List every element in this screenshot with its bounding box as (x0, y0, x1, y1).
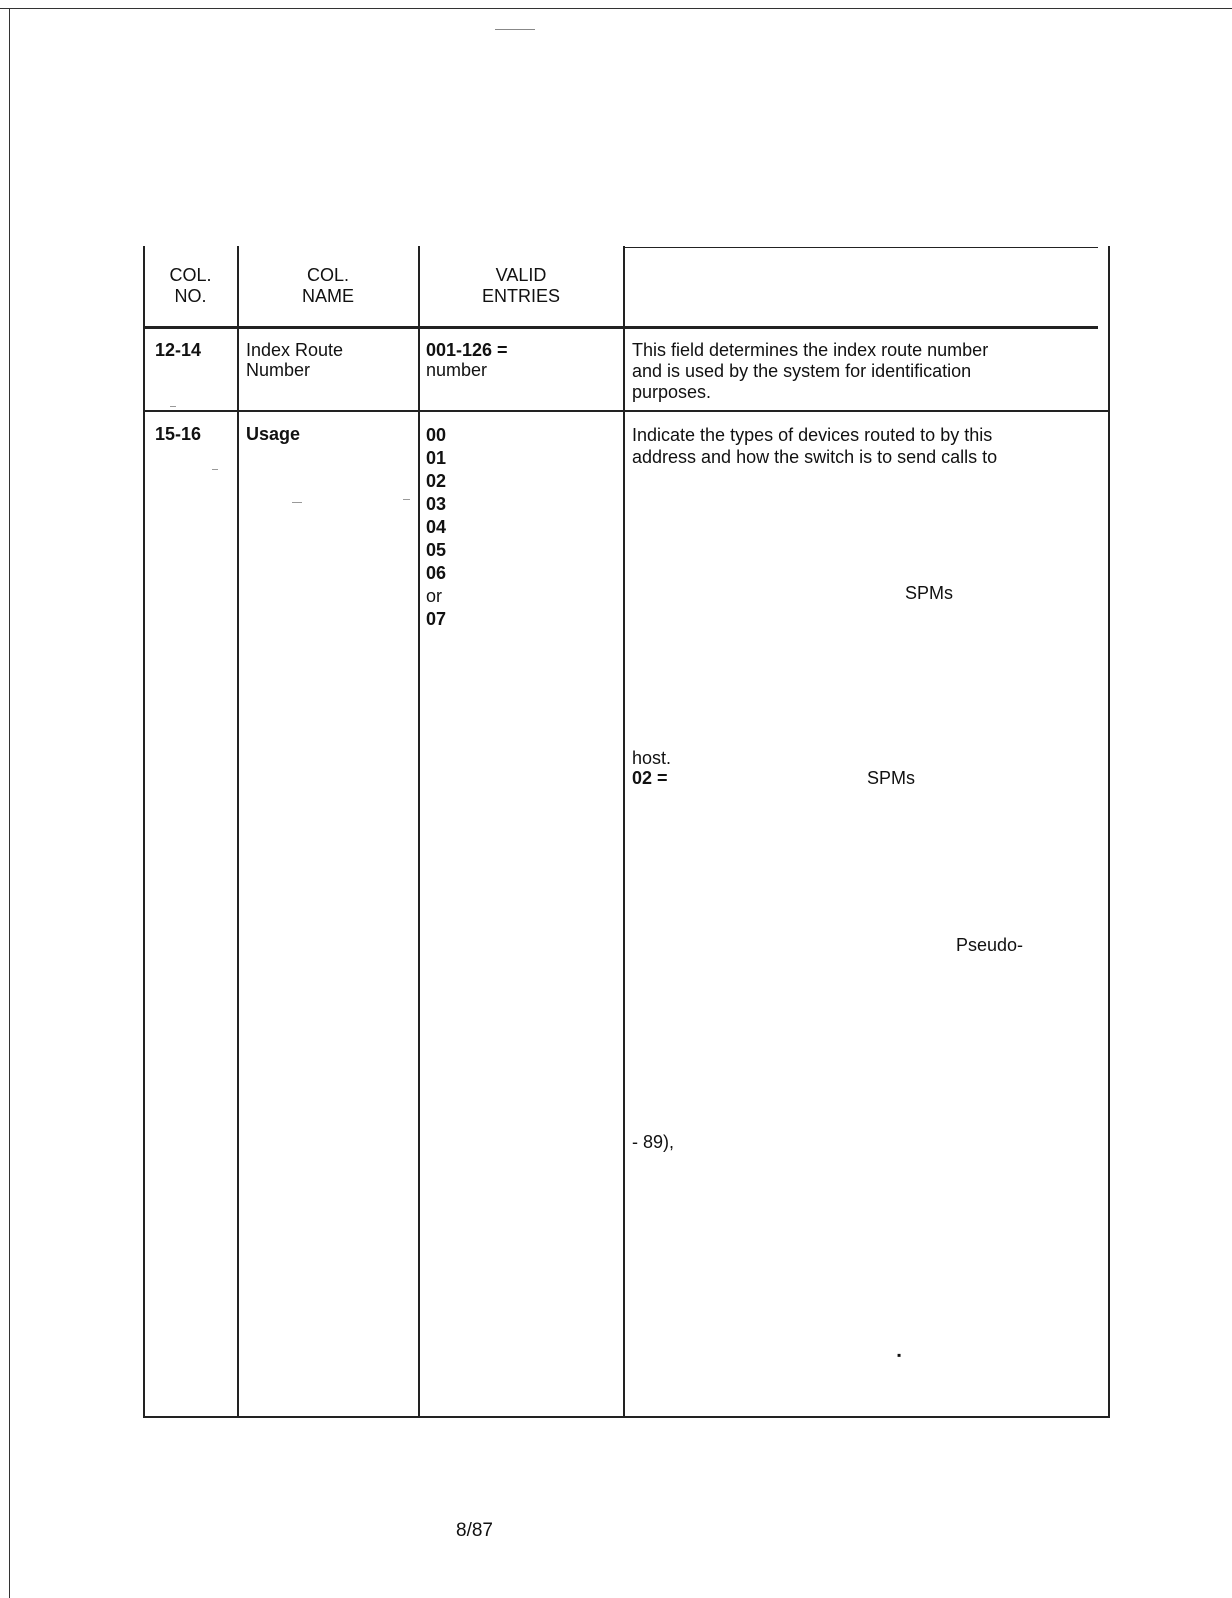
row1-description (632, 340, 988, 403)
usage-code-03: 03 (426, 494, 447, 514)
page-number: 8/87 (456, 1520, 493, 1541)
scan-speck (212, 469, 218, 470)
header-valid-entries (419, 265, 623, 307)
row2-description-line1: Indicate the types of devices routed to by this (632, 425, 993, 445)
header-top-rule (623, 247, 1098, 248)
row2-col-no: 15-16 (155, 424, 202, 444)
scan-speck (170, 406, 176, 407)
row1-col-name-line2: Number (246, 360, 311, 380)
usage-code-00: 00 (426, 425, 447, 445)
row1-col-no: 12-14 (155, 340, 202, 360)
page-left-rule (9, 8, 10, 1598)
row1-description-line2: and is used by the system for identification (632, 361, 972, 381)
row1-valid-entries-range: 001-126 = (426, 340, 508, 360)
col-divider-1 (237, 246, 239, 1418)
fragment-spms-2: SPMs (867, 768, 916, 788)
header-col-no (144, 265, 237, 307)
row1-description-line3: purposes. (632, 382, 712, 402)
row1-valid-entries-unit: number (426, 360, 488, 380)
row2-col-name: Usage (246, 424, 301, 444)
header-bottom-rule (143, 326, 1098, 329)
usage-code-06: 06 (426, 563, 447, 583)
row2-description (632, 424, 997, 468)
header-valid-entries-line1: VALID (495, 265, 547, 285)
row1-col-name (246, 340, 343, 380)
fragment-pseudo: Pseudo- (956, 935, 1024, 955)
usage-code-01: 01 (426, 448, 447, 468)
header-col-name-line2: NAME (301, 286, 354, 306)
usage-code-02: 02 (426, 471, 447, 491)
scan-mark (495, 29, 535, 30)
header-col-no-line1: COL. (169, 265, 212, 285)
row1-valid-entries (426, 340, 508, 380)
row2-valid-entries (426, 424, 446, 631)
page-top-rule (0, 8, 1232, 9)
row1-description-line1: This field determines the index route number (632, 340, 989, 360)
header-col-name (238, 265, 418, 307)
header-col-name-line1: COL. (306, 265, 349, 285)
row1-col-name-line1: Index Route (246, 340, 344, 360)
usage-code-or: or (426, 586, 443, 606)
fragment-spms-1: SPMs (905, 583, 954, 603)
scan-speck (403, 499, 410, 500)
table-right-border (1108, 246, 1110, 1418)
row-divider (143, 410, 1109, 412)
col-divider-3 (623, 246, 625, 1418)
fragment-range-end: - 89), (632, 1132, 675, 1152)
table-left-border (143, 246, 145, 1418)
usage-code-04: 04 (426, 517, 447, 537)
usage-code-07: 07 (426, 609, 447, 629)
fragment-dot: ▪ (897, 1348, 902, 1362)
usage-code-05: 05 (426, 540, 447, 560)
header-valid-entries-line2: ENTRIES (481, 286, 560, 306)
row2-description-line2: address and how the switch is to send calls to (632, 447, 998, 467)
scan-speck (292, 502, 302, 503)
col-divider-2 (418, 246, 420, 1418)
header-col-no-line2: NO. (174, 286, 207, 306)
fragment-host: host. (632, 748, 672, 768)
table-bottom-border (143, 1416, 1109, 1418)
fragment-code-02: 02 = (632, 768, 668, 788)
